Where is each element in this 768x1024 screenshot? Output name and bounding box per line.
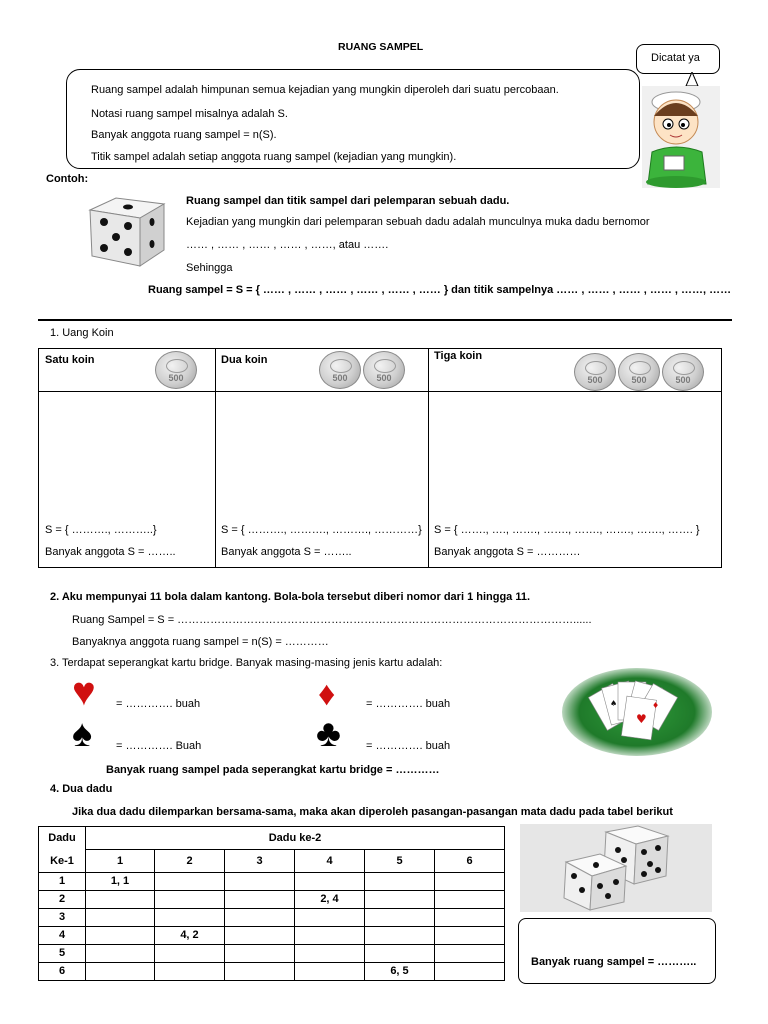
- cell: [435, 926, 505, 944]
- dice-table: [38, 826, 505, 981]
- dua-koin-count: Banyak anggota S = ……..: [221, 546, 352, 558]
- heart-icon: ♥: [72, 670, 96, 714]
- table-row: [39, 944, 505, 962]
- cell: [225, 908, 295, 926]
- q3-summary: Banyak ruang sampel pada seperangkat kartu bridge = …………: [106, 764, 440, 776]
- satu-koin-count: Banyak anggota S = ……..: [45, 546, 176, 558]
- cell: 4, 2: [155, 926, 225, 944]
- two-dice-illustration: [520, 824, 712, 912]
- definition-2: Notasi ruang sampel misalnya adalah S.: [91, 108, 288, 120]
- row-label: 1: [39, 872, 86, 890]
- table-row: [39, 872, 505, 890]
- dua-koin-set: S = { ………., ………., ………., …………}: [221, 524, 422, 536]
- coin-icon: 500: [574, 353, 616, 391]
- answer-text: Banyak ruang sampel = ………..: [531, 956, 697, 968]
- definition-box: [66, 69, 640, 169]
- col-header: 4: [295, 850, 365, 873]
- cell: [365, 944, 435, 962]
- contoh-line-4: Ruang sampel = S = { …… , …… , …… , …… , …… , …… } dan titik sampelnya …… , …… , …… , …… , ……, ……: [148, 284, 732, 296]
- tiga-koin-count: Banyak anggota S = …………: [434, 546, 581, 558]
- table-row: [39, 926, 505, 944]
- cell: [295, 926, 365, 944]
- col-header: 3: [225, 850, 295, 873]
- page-title: RUANG SAMPEL: [338, 41, 424, 53]
- coin-table-header-line: [39, 391, 721, 392]
- q4-intro: Jika dua dadu dilemparkan bersama-sama, maka akan diperoleh pasangan-pasangan mata dadu pada tabel berikut: [72, 806, 673, 818]
- svg-text:♦: ♦: [652, 701, 660, 710]
- club-icon: ♣: [316, 713, 341, 755]
- student-illustration: [640, 72, 722, 190]
- col-header: 1: [86, 850, 155, 873]
- contoh-label: Contoh:: [46, 173, 89, 185]
- q2-line-1: 2. Aku mempunyai 11 bola dalam kantong. Bola-bola tersebut diberi nomor dari 1 hingga 11.: [50, 591, 531, 603]
- coin-icon: 500: [319, 351, 361, 389]
- coin-table-divider-2: [428, 349, 429, 567]
- cell: [365, 872, 435, 890]
- cell: [86, 908, 155, 926]
- coin-icon: 500: [662, 353, 704, 391]
- diamond-icon: ♦: [318, 675, 336, 713]
- col-header: 2: [155, 850, 225, 873]
- cell: [365, 926, 435, 944]
- svg-text:♥: ♥: [636, 712, 647, 726]
- dadu-ke-2-header: Dadu ke-2: [86, 827, 505, 850]
- cell: [295, 908, 365, 926]
- coin-icon: 500: [618, 353, 660, 391]
- cell: [225, 944, 295, 962]
- cell: 6, 5: [365, 962, 435, 980]
- col-header-tiga-koin: Tiga koin: [434, 350, 483, 362]
- cell: 1, 1: [86, 872, 155, 890]
- cell: [365, 890, 435, 908]
- cell: [435, 872, 505, 890]
- coin-table-divider-1: [215, 349, 216, 567]
- table-row: [39, 908, 505, 926]
- row-label: 2: [39, 890, 86, 908]
- cell: [155, 908, 225, 926]
- speech-bubble: [636, 44, 720, 74]
- satu-koin-set: S = { ………., ………..}: [45, 524, 157, 536]
- cell: [435, 944, 505, 962]
- coin-table: [38, 348, 722, 568]
- corner-cell-bottom: Ke-1: [39, 850, 86, 873]
- cell: [86, 890, 155, 908]
- playing-cards-illustration: [562, 668, 712, 756]
- bubble-text: Dicatat ya: [651, 52, 700, 64]
- cell: [435, 962, 505, 980]
- section-divider: [38, 319, 732, 321]
- heart-count: = …………. buah: [116, 698, 201, 710]
- dice-illustration: [86, 194, 168, 270]
- cell: [435, 908, 505, 926]
- cell: [225, 890, 295, 908]
- contoh-line-1: Kejadian yang mungkin dari pelemparan sebuah dadu adalah munculnya muka dadu bernomor: [186, 216, 650, 228]
- contoh-line-2: …… , …… , …… , …… , ……, atau …….: [186, 239, 389, 251]
- table-row: [39, 890, 505, 908]
- cell: 2, 4: [295, 890, 365, 908]
- q2-line-3: Banyaknya anggota ruang sampel = n(S) = …………: [72, 636, 329, 648]
- definition-3: Banyak anggota ruang sampel = n(S).: [91, 129, 277, 141]
- cell: [155, 944, 225, 962]
- cell: [86, 944, 155, 962]
- contoh-heading: Ruang sampel dan titik sampel dari pelemparan sebuah dadu.: [186, 195, 510, 207]
- svg-text:♠: ♠: [610, 699, 618, 708]
- cell: [225, 962, 295, 980]
- cell: [155, 890, 225, 908]
- row-label: 5: [39, 944, 86, 962]
- col-header-dua-koin: Dua koin: [221, 354, 268, 366]
- col-header: 5: [365, 850, 435, 873]
- diamond-count: = …………. buah: [366, 698, 451, 710]
- club-count: = …………. buah: [366, 740, 451, 752]
- tiga-koin-set: S = { ……., …., ……., ……., ……., ……., ……., ……. }: [434, 524, 700, 536]
- cell: [435, 890, 505, 908]
- q4-title: 4. Dua dadu: [50, 783, 113, 795]
- coin-icon: 500: [155, 351, 197, 389]
- col-header: 6: [435, 850, 505, 873]
- definition-4: Titik sampel adalah setiap anggota ruang sampel (kejadian yang mungkin).: [91, 151, 457, 163]
- row-label: 6: [39, 962, 86, 980]
- row-label: 4: [39, 926, 86, 944]
- cell: [295, 962, 365, 980]
- cell: [225, 872, 295, 890]
- definition-1: Ruang sampel adalah himpunan semua kejadian yang mungkin diperoleh dari suatu percobaan.: [91, 84, 559, 96]
- corner-cell-top: Dadu: [39, 827, 86, 850]
- spade-icon: ♠: [72, 713, 93, 755]
- cell: [86, 962, 155, 980]
- cell: [155, 962, 225, 980]
- q2-line-2: Ruang Sampel = S = ………………………………………………………………………………………………......: [72, 614, 592, 626]
- spade-count: = …………. Buah: [116, 740, 202, 752]
- q3-line-1: 3. Terdapat seperangkat kartu bridge. Banyak masing-masing jenis kartu adalah:: [50, 657, 443, 669]
- cell: [155, 872, 225, 890]
- contoh-line-3: Sehingga: [186, 262, 233, 274]
- row-label: 3: [39, 908, 86, 926]
- coin-icon: 500: [363, 351, 405, 389]
- table-row: [39, 962, 505, 980]
- cell: [295, 872, 365, 890]
- cell: [365, 908, 435, 926]
- q1-title: 1. Uang Koin: [50, 327, 114, 339]
- answer-box: [518, 918, 716, 984]
- cell: [295, 944, 365, 962]
- col-header-satu-koin: Satu koin: [45, 354, 95, 366]
- cell: [225, 926, 295, 944]
- cell: [86, 926, 155, 944]
